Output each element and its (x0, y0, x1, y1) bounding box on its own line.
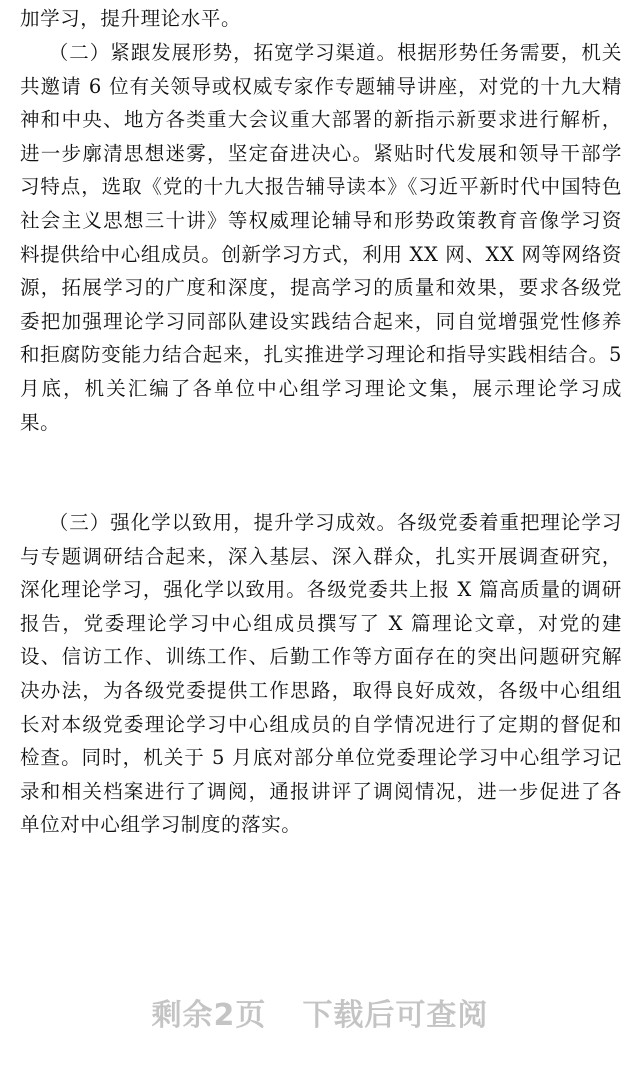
download-watermark[interactable] (0, 990, 640, 1034)
paragraph-section-three: （三）强化学以致用，提升学习成效。各级党委着重把理论学习与专题调研结合起来，深入基层、深入群众，扎实开展调查研究，深化理论学习，强化学以致用。各级党委共上报 X 篇高质量的调研报告，党委理论学习中心组成员撰写了 X 篇理论文章，对党的建设、信访工作、训练工作、后勤工作等方面存在的突出问题研究解决办法，为各级党委提供工作思路，取得良好成效，各级中心组组长对本级党委理论学习中心组成员的自学情况进行了定期的督促和检查。同时，机关于 5 月底对部分单位党委理论学习中心组学习记录和相关档案进行了调阅，通报讲评了调阅情况，进一步促进了各单位对中心组学习制度的落实。 (20, 511, 622, 837)
download-hint-text: 下载后可查阅 (302, 998, 489, 1033)
remaining-pages-text: 剩余2页 (151, 998, 267, 1033)
paragraph-continuation: 加学习，提升理论水平。 (20, 7, 242, 30)
paragraph-section-two: （二）紧跟发展形势，拓宽学习渠道。根据形势任务需要，机关共邀请 6 位有关领导或权威专家作专题辅导讲座，对党的十九大精神和中央、地方各类重大会议重大部署的新指示新要求进行解析，进一步廓清思想迷雾，坚定奋进决心。紧贴时代发展和领导干部学习特点，选取《党的十九大报告辅导读本》《习近平新时代中国特色社会主义思想三十讲》等权威理论辅导和形势政策教育音像学习资料提供给中心组成员。创新学习方式，利用 XX 网、XX 网等网络资源，拓展学习的广度和深度，提高学习的质量和效果，要求各级党委把加强理论学习同部队建设实践结合起来，同自觉增强党性修养和拒腐防变能力结合起来，扎实推进学习理论和指导实践相结合。5 月底，机关汇编了各单位中心组学习理论文集，展示理论学习成果。 (20, 41, 629, 434)
